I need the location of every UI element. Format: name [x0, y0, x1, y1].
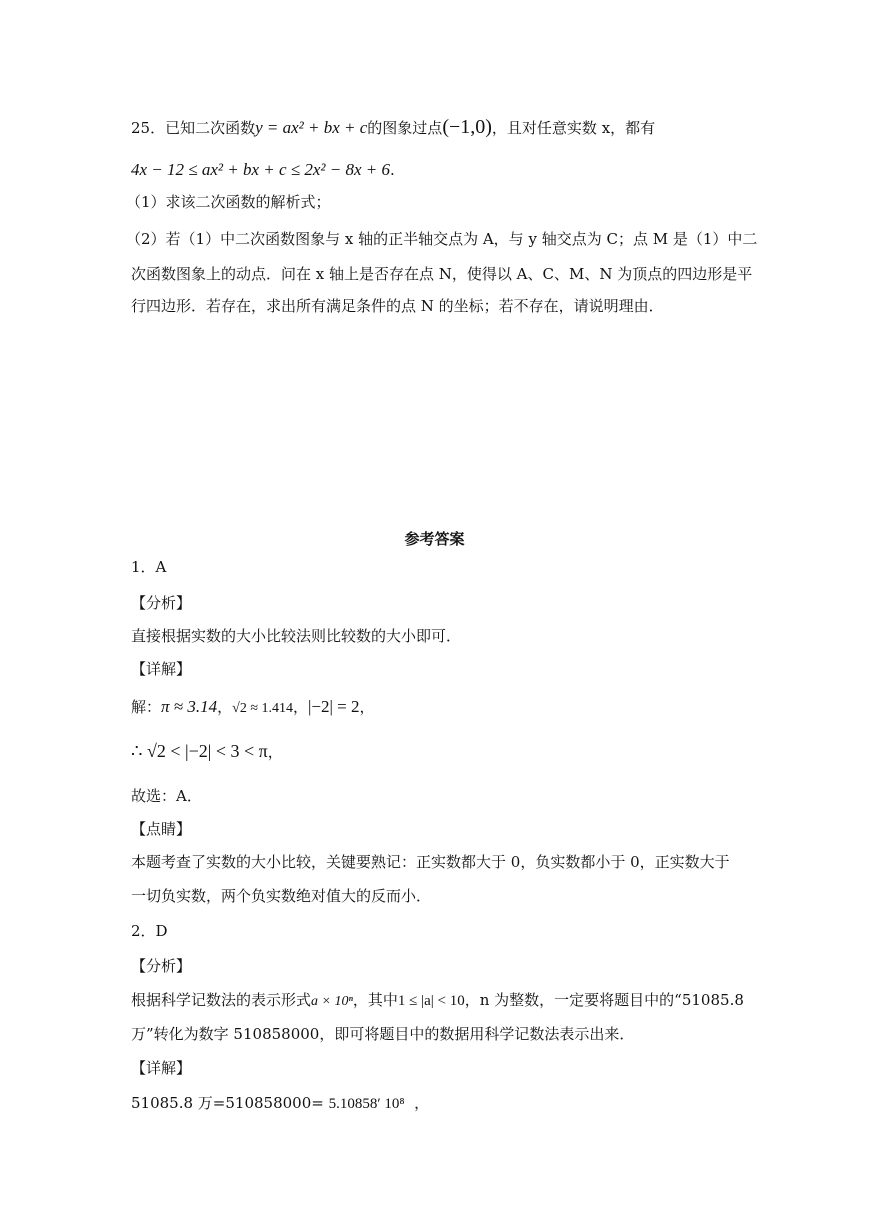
pi-approx: π ≈ 3.14 [161, 697, 218, 716]
q25-part-2-line-3: 行四边形．若存在，求出所有满足条件的点 N 的坐标；若不存在，请说明理由． [131, 297, 664, 315]
sci-notation-form: a × 10ⁿ [311, 994, 353, 1009]
q25-part-2-line-2: 次函数图象上的动点．问在 x 轴上是否存在点 N，使得以 A、C、M、N 为顶点的四边形是平 [131, 265, 753, 283]
q25-part-2-line-1: （2）若（1）中二次函数图象与 x 轴的正半轴交点为 A，与 y 轴交点为 C；点 M 是（1）中二 [126, 230, 758, 248]
analysis-line-1 [131, 990, 744, 1012]
therefore-line [131, 741, 283, 762]
comma: ， [267, 743, 283, 761]
calculation-line [131, 1093, 429, 1114]
comma: ， [359, 698, 375, 716]
comma: ， [414, 1094, 430, 1112]
answer-1-head: 1．A [131, 558, 167, 576]
q25-line-2 [131, 160, 395, 180]
sqrt-approx: √2 ≈ 1.414 [232, 701, 294, 716]
analysis-line-2: 万”转化为数字 510858000，即可将题目中的数据用科学记数法表示出来． [131, 1025, 635, 1043]
comma: ， [293, 698, 309, 716]
detail-heading: 【详解】 [131, 660, 192, 678]
comma: ， [217, 698, 233, 716]
analysis-text: ，n 为整数，一定要将题目中的“51085.8 [464, 991, 744, 1009]
q25-text: . [389, 161, 395, 179]
remark-heading: 【点睛】 [131, 820, 192, 838]
analysis-text: 根据科学记数法的表示形式 [131, 991, 312, 1009]
analysis-heading: 【分析】 [131, 957, 192, 975]
answer-2-head: 2．D [131, 922, 168, 940]
q25-text: ，且对任意实数 x，都有 [491, 119, 656, 137]
inequality: 4x − 12 ≤ ax² + bx + c ≤ 2x² − 8x + 6 [131, 160, 390, 179]
q25-line-1 [131, 117, 655, 138]
choice-line: 故选：A． [131, 787, 202, 805]
analysis-text: 直接根据实数的大小比较法则比较数的大小即可． [131, 627, 462, 645]
quadratic-function: y = ax² + bx + c [255, 118, 368, 137]
abs-value: |−2| = 2 [308, 697, 360, 716]
detail-heading: 【详解】 [131, 1059, 192, 1077]
analysis-heading: 【分析】 [131, 594, 192, 612]
remark-text-1: 本题考查了实数的大小比较，关键要熟记：正实数都大于 0，负实数都小于 0，正实数大于 [131, 853, 730, 871]
coefficient-range: 1 ≤ |a| < 10 [397, 993, 465, 1009]
q25-text: 25．已知二次函数 [131, 119, 256, 137]
comparison-chain: ∴ √2 < |−2| < 3 < π [131, 741, 268, 761]
solution-prefix: 解： [131, 698, 162, 716]
remark-text-2: 一切负实数，两个负实数绝对值大的反而小． [131, 887, 432, 905]
solution-line [131, 697, 375, 719]
point-coordinate: (−1,0) [442, 116, 492, 138]
sci-notation-result: 5.10858′ 10⁸ [328, 1096, 405, 1112]
calculation-text: 51085.8 万=510858000= [131, 1094, 324, 1112]
q25-part-1: （1）求该二次函数的解析式； [126, 193, 331, 211]
answers-title: 参考答案 [404, 530, 465, 548]
analysis-text: ，其中 [352, 991, 398, 1009]
q25-text: 的图象过点 [367, 119, 443, 137]
